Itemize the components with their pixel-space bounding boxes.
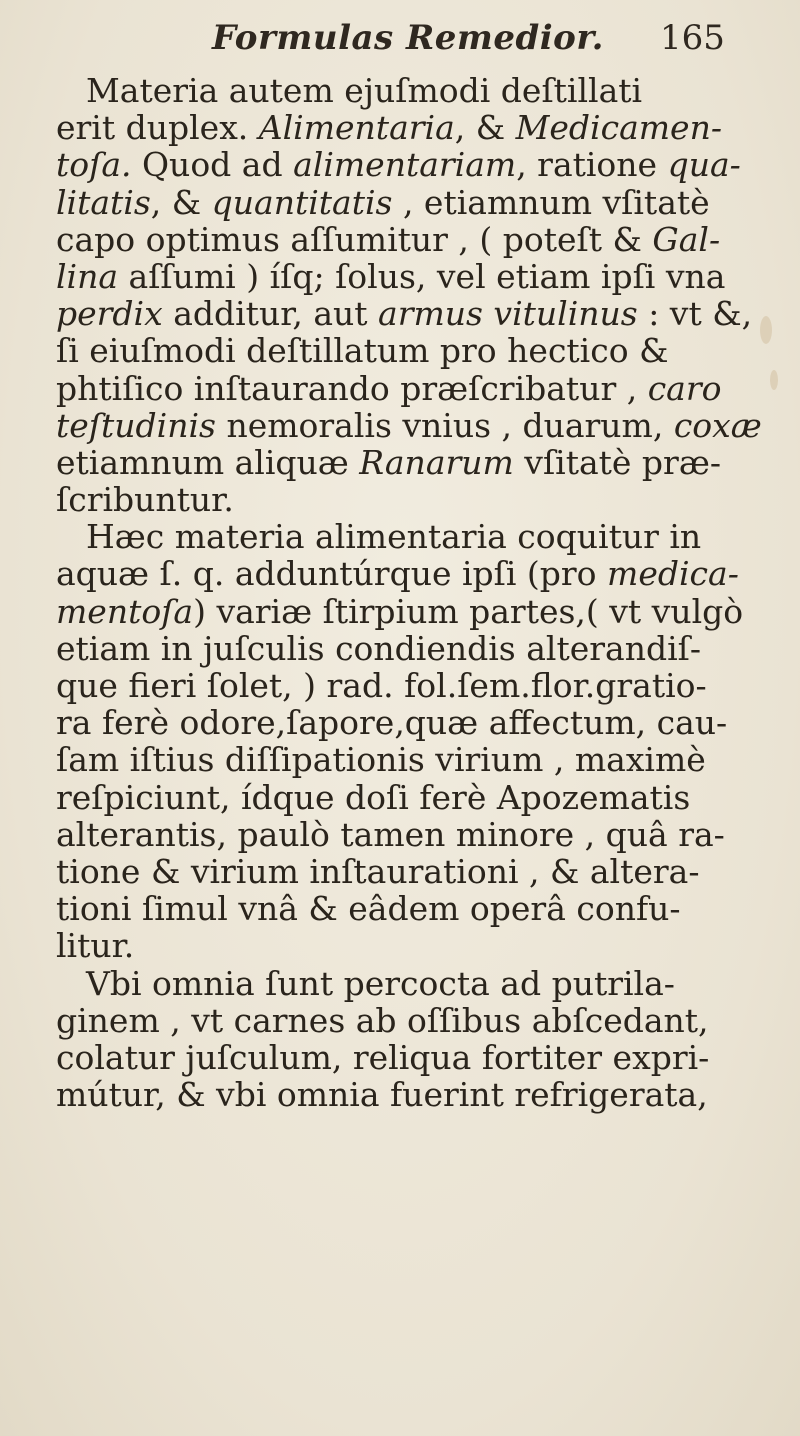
italic-text: lina xyxy=(56,256,119,296)
body-text xyxy=(56,72,786,1113)
text-segment: ſam iſtius diſſipationis virium , maximè xyxy=(56,740,706,780)
text-line xyxy=(56,741,786,778)
italic-text: mentoſa xyxy=(56,591,194,631)
text-line xyxy=(56,1039,786,1076)
italic-text: toſa. xyxy=(56,145,132,185)
text-line xyxy=(56,704,786,741)
page-header xyxy=(0,8,800,68)
text-line xyxy=(56,518,786,555)
text-segment: tioni ſimul vnâ & eâdem operâ confu- xyxy=(56,889,681,929)
text-line xyxy=(56,407,786,444)
text-line xyxy=(56,593,786,630)
text-line xyxy=(56,444,786,481)
italic-text: armus vitulinus xyxy=(378,294,638,334)
text-segment: capo optimus aſſumitur , ( poteſt & xyxy=(56,219,653,259)
text-segment: aquæ ſ. q. adduntúrque ipſi (pro xyxy=(56,554,608,594)
text-segment: , ratione xyxy=(516,145,668,185)
text-segment: phtiſico inſtaurando præſcribatur , xyxy=(56,368,648,408)
text-segment: ſi eiuſmodi deſtillatum pro hectico & xyxy=(56,331,669,371)
text-line xyxy=(56,146,786,183)
text-line xyxy=(56,667,786,704)
text-line xyxy=(56,853,786,890)
paper-stain xyxy=(746,300,786,420)
text-line xyxy=(56,221,786,258)
text-segment: Materia autem ejuſmodi deſtillati xyxy=(86,71,643,110)
text-line xyxy=(56,184,786,221)
text-segment: reſpiciunt, ídque doſi ferè Apozematis xyxy=(56,777,691,817)
text-line xyxy=(56,779,786,816)
text-segment: ſcribuntur. xyxy=(56,480,234,520)
text-line xyxy=(56,1076,786,1113)
text-line xyxy=(56,332,786,369)
text-line xyxy=(56,258,786,295)
text-segment: vſitatè præ- xyxy=(513,442,721,482)
text-line xyxy=(56,816,786,853)
text-segment: erit duplex. xyxy=(56,108,259,148)
text-line xyxy=(56,370,786,407)
italic-text: quantitatis xyxy=(211,182,393,222)
text-line xyxy=(56,1002,786,1039)
text-segment: que fieri ſolet, ) rad. fol.ſem.flor.gratio- xyxy=(56,666,707,705)
italic-text: Alimentaria xyxy=(258,108,455,148)
text-line xyxy=(56,109,786,146)
page-number: 165 xyxy=(660,18,725,58)
text-segment: tione & virium inſtaurationi , & altera- xyxy=(56,851,700,891)
text-segment: etiamnum aliquæ xyxy=(56,442,360,482)
text-line xyxy=(56,965,786,1002)
text-line xyxy=(56,630,786,667)
text-line xyxy=(56,295,786,332)
italic-text: medica- xyxy=(607,554,739,594)
text-segment: Quod ad xyxy=(131,145,294,185)
italic-text: perdix xyxy=(56,294,163,334)
italic-text: Gal- xyxy=(652,219,721,259)
text-segment: ra ferè odore,ſapore,quæ affectum, cau- xyxy=(56,703,728,743)
text-segment: etiam in juſculis condiendis alterandiſ- xyxy=(56,628,701,668)
text-segment: , & xyxy=(150,182,212,222)
text-line xyxy=(56,927,786,964)
italic-text: teſtudinis xyxy=(56,405,216,445)
text-segment: aſſumi ) íſq; ſolus, vel etiam ipſi vna xyxy=(118,256,726,296)
text-segment: Vbi omnia ſunt percocta ad putrila- xyxy=(86,963,675,1003)
text-segment: Hæc materia alimentaria coquitur in xyxy=(86,517,702,557)
running-title: Formulas Remedior. xyxy=(212,18,604,58)
text-segment: colatur juſculum, reliqua fortiter expri- xyxy=(56,1037,710,1077)
text-line xyxy=(56,890,786,927)
text-line xyxy=(56,72,786,109)
text-segment: nemoralis vnius , duarum, xyxy=(215,405,674,445)
italic-text: caro xyxy=(647,368,722,408)
italic-text: Ranarum xyxy=(359,442,514,482)
text-segment: litur. xyxy=(56,926,135,966)
text-segment: alterantis, paulò tamen minore , quâ ra- xyxy=(56,814,725,854)
text-segment: : vt &, xyxy=(637,294,753,334)
text-segment: , & xyxy=(454,108,516,148)
italic-text: qua- xyxy=(667,145,741,185)
text-segment: ginem , vt carnes ab oſſibus abſcedant, xyxy=(56,1000,709,1040)
text-line xyxy=(56,555,786,592)
italic-text: Medicamen- xyxy=(515,108,722,148)
text-segment: , etiamnum vſitatè xyxy=(392,182,710,222)
text-segment: mútur, & vbi omnia fuerint refrigerata, xyxy=(56,1075,708,1115)
text-line xyxy=(56,481,786,518)
italic-text: litatis xyxy=(56,182,151,222)
text-segment: ) variæ ſtirpium partes,( vt vulgò xyxy=(193,591,744,631)
italic-text: alimentariam xyxy=(293,145,517,185)
text-segment: additur, aut xyxy=(162,294,379,334)
italic-text: coxæ xyxy=(673,405,762,445)
